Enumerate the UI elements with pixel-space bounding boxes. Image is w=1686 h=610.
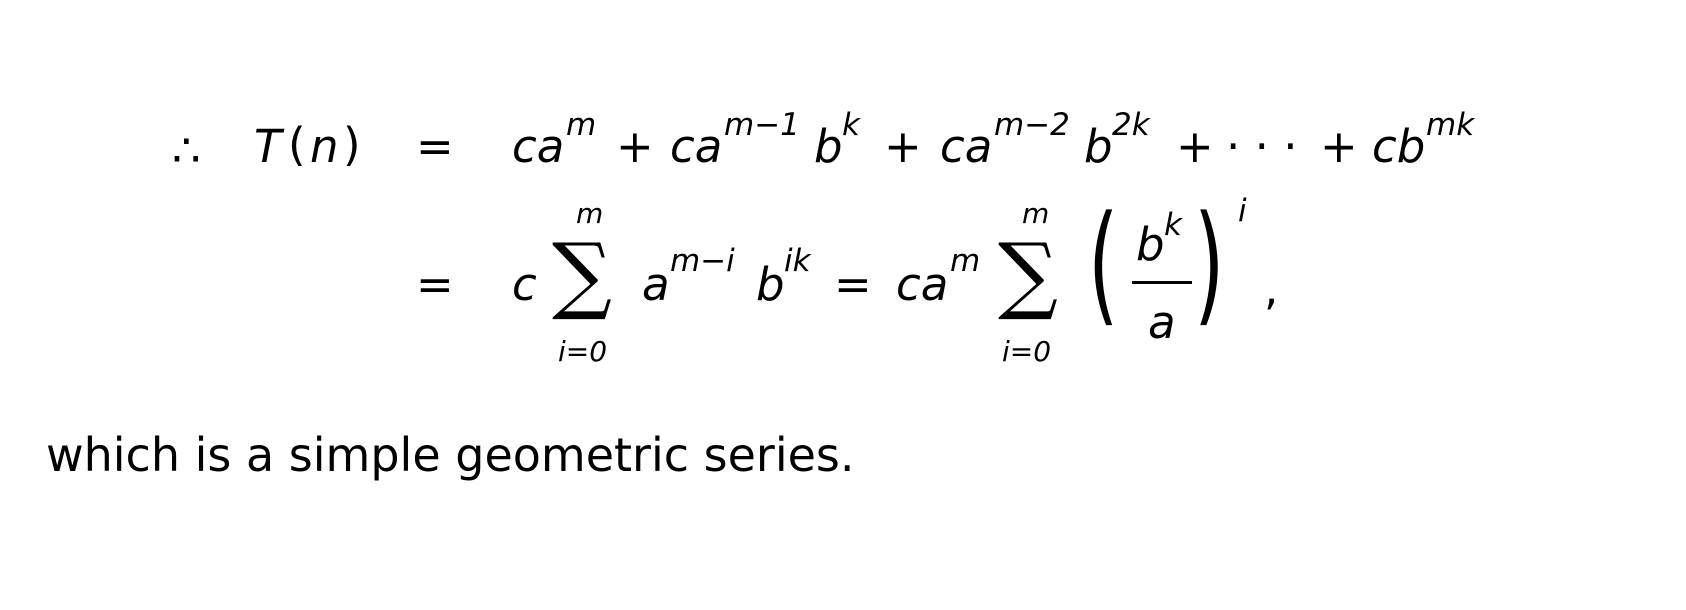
sum2-symbol: ∑ <box>998 225 1058 323</box>
plus-3: + <box>1176 120 1214 173</box>
term1-coef: ca <box>512 120 565 173</box>
plus-4: + <box>1320 120 1358 173</box>
term1-exp: m <box>566 107 597 143</box>
coef-c: c <box>512 258 537 311</box>
frac-numerator-exp: k <box>1164 207 1182 243</box>
outer-exponent-i: i <box>1238 193 1247 229</box>
big-close-paren: ) <box>1194 187 1225 339</box>
equals-line2: = <box>416 258 454 311</box>
term2-exp: m−1 <box>724 107 800 143</box>
lhs-close-paren: ) <box>343 118 361 171</box>
term3-b-exp: 2k <box>1112 107 1150 143</box>
big-open-paren: ( <box>1088 187 1119 339</box>
sum1-symbol: ∑ <box>552 225 612 323</box>
sum2-upper-limit: m <box>1022 197 1050 230</box>
term4-exp: mk <box>1426 107 1475 143</box>
sum1-a-exp: m−i <box>670 243 735 279</box>
lhs-n: n <box>310 120 339 173</box>
fraction-bar <box>1132 281 1192 284</box>
equals-line1: = <box>416 120 454 173</box>
term2-coef: ca <box>670 120 723 173</box>
trailing-comma: , <box>1264 262 1279 315</box>
sum1-a: a <box>642 258 670 311</box>
therefore-symbol: ∴ <box>172 124 201 177</box>
explanation-text: which is a simple geometric series. <box>46 428 855 482</box>
term4-coef: cb <box>1372 120 1426 173</box>
plus-2: + <box>884 120 922 173</box>
ca-coef: ca <box>896 258 949 311</box>
sum1-upper-limit: m <box>576 197 604 230</box>
lhs-open-paren: ( <box>288 118 306 171</box>
ca-exp: m <box>950 243 981 279</box>
lhs-T: T <box>254 120 282 173</box>
term3-b: b <box>1084 120 1113 173</box>
sum1-b-exp: ik <box>784 243 811 279</box>
term3-exp: m−2 <box>994 107 1070 143</box>
frac-numerator-b: b <box>1136 218 1165 271</box>
frac-denominator-a: a <box>1148 296 1176 349</box>
plus-1: + <box>616 120 654 173</box>
term3-coef: ca <box>940 120 993 173</box>
ellipsis: · · · <box>1226 120 1298 173</box>
sum2-lower-limit: i=0 <box>1002 335 1052 368</box>
equals-line2-inner: = <box>834 258 872 311</box>
sum1-lower-limit: i=0 <box>558 335 608 368</box>
term2-b-exp: k <box>842 107 860 143</box>
sum1-b: b <box>756 258 785 311</box>
term2-b: b <box>814 120 843 173</box>
